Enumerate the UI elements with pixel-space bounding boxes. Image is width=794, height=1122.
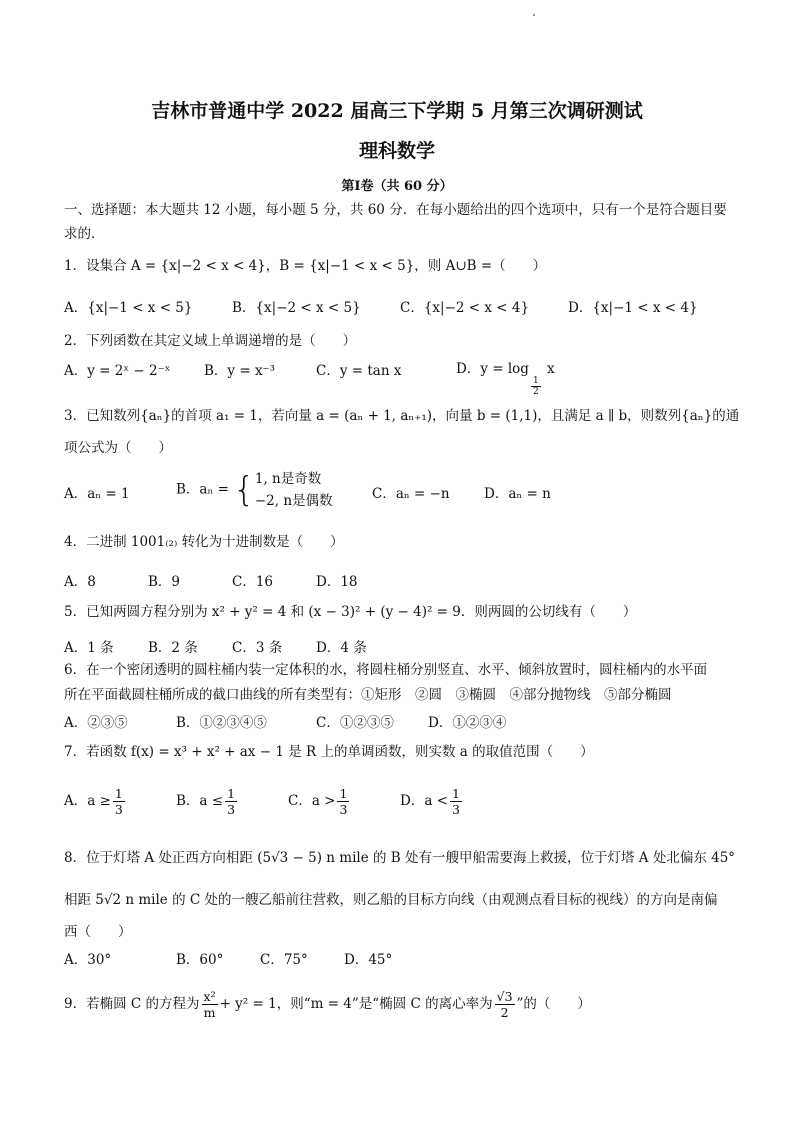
q8-options (64, 948, 744, 972)
q2-option-c: C．y = tan x (316, 363, 402, 379)
q7-d-den: 3 (451, 802, 460, 817)
q9-fraction-1 (202, 989, 218, 1020)
q9-frac2-den: 2 (500, 1005, 509, 1020)
q7-a-den: 3 (114, 802, 123, 817)
q7-a-num: 1 (114, 786, 123, 801)
q8-option-c: C．75° (260, 952, 308, 968)
q9-middle: + y² = 1，则“m = 4”是“椭圆 C 的离心率为 (219, 996, 493, 1012)
q4-option-b: B．9 (148, 574, 181, 590)
q2-stem: 2．下列函数在其定义域上单调递增的是（ ） (64, 333, 357, 349)
q8-stem-line2: 相距 5√2 n mile 的 C 处的一艘乙船前往营救，则乙船的目标方向线（由观测点看目标的视线）的方向是南偏 (64, 892, 718, 908)
q7-option-c (288, 786, 351, 817)
q7-options (64, 786, 744, 826)
q1-option-d: D．{x|−1 < x < 4} (568, 300, 698, 316)
q4-option-c: C．16 (232, 574, 274, 590)
q5-option-d: D．4 条 (316, 640, 367, 656)
q1-option-b: B．{x|−2 < x < 5} (232, 300, 361, 316)
q4-option-d: D．18 (316, 574, 358, 590)
q3-b-case2: −2, n是偶数 (254, 493, 333, 509)
q3-b-prefix: B．aₙ = (176, 481, 229, 498)
q1-stem: 1．设集合 A = {x|−2 < x < 4}，B = {x|−1 < x < 5}，则 A∪B =（ ） (64, 258, 547, 274)
q4-stem: 4．二进制 1001₍₂₎ 转化为十进制数是（ ） (64, 534, 344, 550)
q7-d-fraction (450, 786, 462, 817)
q2-option-d (456, 357, 555, 397)
q1-options (64, 296, 744, 320)
q5-stem: 5．已知两圆方程分别为 x² + y² = 4 和 (x − 3)² + (y − 4)² = 9．则两圆的公切线有（ ） (64, 604, 637, 620)
q4-options (64, 570, 744, 594)
q6-stem-line1: 6．在一个密闭透明的圆柱桶内装一定体积的水，将圆柱桶分别竖直、水平、倾斜放置时，圆柱桶内的水平面 (64, 662, 708, 678)
q7-b-num: 1 (227, 786, 236, 801)
q7-c-den: 3 (339, 802, 348, 817)
q3-option-c: C．aₙ = −n (372, 486, 450, 502)
q7-c-fraction (337, 786, 349, 817)
q7-stem: 7．若函数 f(x) = x³ + x² + ax − 1 是 R 上的单调函数，则实数 a 的取值范围（ ） (64, 744, 594, 760)
q9-suffix: ”的（ ） (516, 996, 591, 1012)
q2-d-prefix: D．y = log (456, 361, 529, 377)
q9-stem (64, 984, 744, 1024)
q2-d-base-num: 1 (532, 376, 539, 386)
exam-part: 第Ⅰ卷（共 60 分） (341, 179, 453, 194)
q3-option-d: D．aₙ = n (484, 486, 551, 502)
q3-options (64, 468, 744, 512)
q7-d-num: 1 (451, 786, 460, 801)
instructions-line1: 一、选择题：本大题共 12 小题，每小题 5 分，共 60 分．在每小题给出的四个选项中，只有一个是符合题目要 (64, 202, 727, 218)
q7-option-b (176, 786, 239, 817)
q7-d-prefix: D．a < (400, 793, 448, 809)
q9-prefix: 9．若椭圆 C 的方程为 (64, 996, 200, 1012)
q8-option-d: D．45° (344, 952, 393, 968)
q7-b-prefix: B．a ≤ (176, 793, 224, 809)
q3-stem-line2: 项公式为（ ） (64, 440, 172, 456)
scan-dot (533, 14, 535, 16)
q3-stem-line1: 3．已知数列{aₙ}的首项 a₁ = 1，若向量 a = (aₙ + 1, aₙ₊₁)，向量 b = (1,1)，且满足 a ∥ b，则数列{aₙ}的通 (64, 408, 740, 424)
q8-option-b: B．60° (176, 952, 224, 968)
q7-a-fraction (113, 786, 125, 817)
q3-b-cases (233, 468, 332, 512)
q7-option-d (400, 786, 464, 817)
q3-b-case1: 1, n是奇数 (254, 471, 322, 487)
q2-option-b: B．y = x⁻³ (204, 363, 276, 379)
q7-c-prefix: C．a > (288, 793, 336, 809)
q7-a-prefix: A．a ≥ (64, 793, 111, 809)
instructions-line2: 求的． (64, 226, 105, 242)
q3-option-b (176, 468, 333, 512)
q7-c-num: 1 (339, 786, 348, 801)
exam-subject: 理科数学 (358, 140, 435, 162)
q5-option-a: A．1 条 (64, 640, 114, 656)
q2-d-base-fraction (531, 376, 541, 397)
q6-option-a: A．②③⑤ (64, 715, 128, 731)
q1-option-c: C．{x|−2 < x < 4} (400, 300, 530, 316)
q9-frac2-num: √3 (496, 989, 513, 1004)
q7-b-fraction (225, 786, 237, 817)
q4-option-a: A．8 (64, 574, 96, 590)
q9-fraction-2 (495, 989, 515, 1020)
q8-stem-line3: 西（ ） (64, 924, 132, 940)
q1-option-a: A．{x|−1 < x < 5} (64, 300, 193, 316)
q6-option-c: C．①②③⑤ (316, 715, 394, 731)
exam-title: 吉林市普通中学 2022 届高三下学期 5 月第三次调研测试 (151, 100, 643, 122)
q9-frac1-den: m (203, 1005, 216, 1020)
q8-option-a: A．30° (64, 952, 112, 968)
q7-option-a (64, 786, 127, 817)
q5-option-b: B．2 条 (148, 640, 198, 656)
q3-option-a: A．aₙ = 1 (64, 486, 130, 502)
q2-d-base-den: 2 (532, 387, 539, 397)
left-brace-icon: { (233, 470, 255, 510)
q6-option-d: D．①②③④ (428, 715, 507, 731)
q2-d-suffix: x (542, 361, 555, 377)
q2-option-a: A．y = 2ˣ − 2⁻ˣ (64, 363, 171, 379)
q8-stem-line1: 8．位于灯塔 A 处正西方向相距 (5√3 − 5) n mile 的 B 处有一艘甲船需要海上救援，位于灯塔 A 处北偏东 45° (64, 850, 736, 866)
q6-stem-line2: 所在平面截圆柱桶所成的截口曲线的所有类型有：①矩形 ②圆 ③椭圆 ④部分抛物线 ⑤部分椭圆 (64, 687, 672, 703)
q6-option-b: B．①②③④⑤ (176, 715, 267, 731)
q9-frac1-num: x² (203, 989, 216, 1004)
q7-b-den: 3 (227, 802, 236, 817)
q5-options (64, 636, 744, 660)
q6-options (64, 711, 744, 735)
q2-options (64, 359, 744, 397)
q5-option-c: C．3 条 (232, 640, 283, 656)
